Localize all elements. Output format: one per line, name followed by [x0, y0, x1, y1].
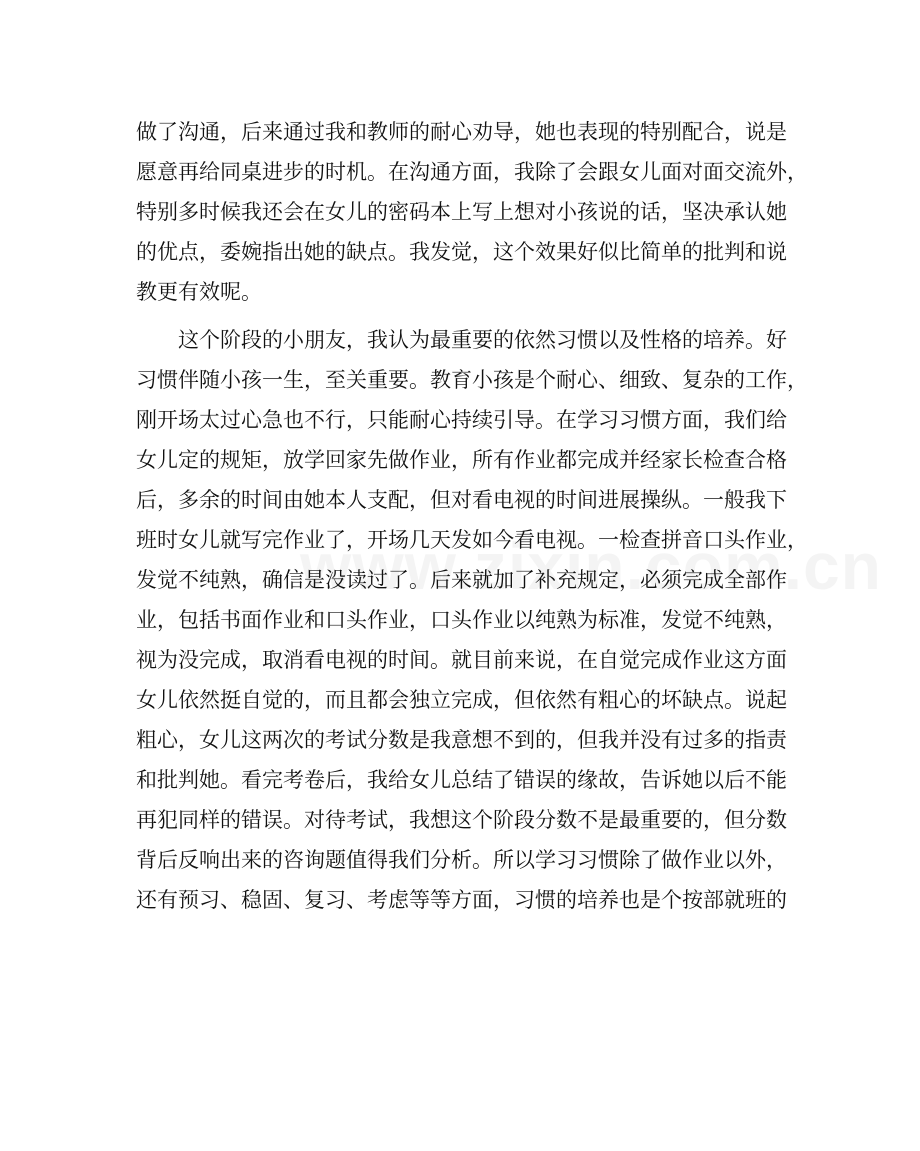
- text-line: 粗心，女儿这两次的考试分数是我意想不到的，但我并没有过多的指责: [136, 728, 787, 752]
- text-line: 习惯伴随小孩一生，至关重要。教育小孩是个耐心、细致、复杂的工作，: [136, 368, 808, 392]
- text-line: 这个阶段的小朋友，我认为最重要的依然习惯以及性格的培养。好: [178, 328, 787, 352]
- text-line: 做了沟通，后来通过我和教师的耐心劝导，她也表现的特别配合，说是: [136, 120, 787, 144]
- text-line: 班时女儿就写完作业了，开场几天发如今看电视。一检查拼音口头作业，: [136, 528, 808, 552]
- text-line: 背后反响出来的咨询题值得我们分析。所以学习习惯除了做作业以外，: [136, 848, 787, 872]
- text-line: 发觉不纯熟，确信是没读过了。后来就加了补充规定，必须完成全部作: [136, 568, 787, 592]
- text-line: 业，包括书面作业和口头作业，口头作业以纯熟为标准，发觉不纯熟，: [136, 608, 787, 632]
- text-line: 女儿定的规矩，放学回家先做作业，所有作业都完成并经家长检查合格: [136, 448, 787, 472]
- paragraph-gap: [136, 312, 786, 320]
- text-line: 教更有效呢。: [136, 280, 262, 304]
- text-line: 和批判她。看完考卷后，我给女儿总结了错误的缘故，告诉她以后不能: [136, 768, 787, 792]
- paragraph-2: [136, 320, 808, 920]
- text-line: 还有预习、稳固、复习、考虑等等方面，习惯的培养也是个按部就班的: [136, 888, 787, 912]
- body-text: [136, 112, 808, 920]
- text-line: 视为没完成，取消看电视的时间。就目前来说，在自觉完成作业这方面: [136, 648, 787, 672]
- text-line: 再犯同样的错误。对待考试，我想这个阶段分数不是最重要的，但分数: [136, 808, 787, 832]
- text-line: 愿意再给同桌进步的时机。在沟通方面，我除了会跟女儿面对面交流外，: [136, 160, 808, 184]
- text-line: 特别多时候我还会在女儿的密码本上写上想对小孩说的话，坚决承认她: [136, 200, 787, 224]
- text-line: 女儿依然挺自觉的，而且都会独立完成，但依然有粗心的坏缺点。说起: [136, 688, 787, 712]
- text-line: 后，多余的时间由她本人支配，但对看电视的时间进展操纵。一般我下: [136, 488, 787, 512]
- paragraph-1: [136, 112, 808, 312]
- text-line: 的优点，委婉指出她的缺点。我发觉，这个效果好似比简单的批判和说: [136, 240, 787, 264]
- text-line: 刚开场太过心急也不行，只能耐心持续引导。在学习习惯方面，我们给: [136, 408, 787, 432]
